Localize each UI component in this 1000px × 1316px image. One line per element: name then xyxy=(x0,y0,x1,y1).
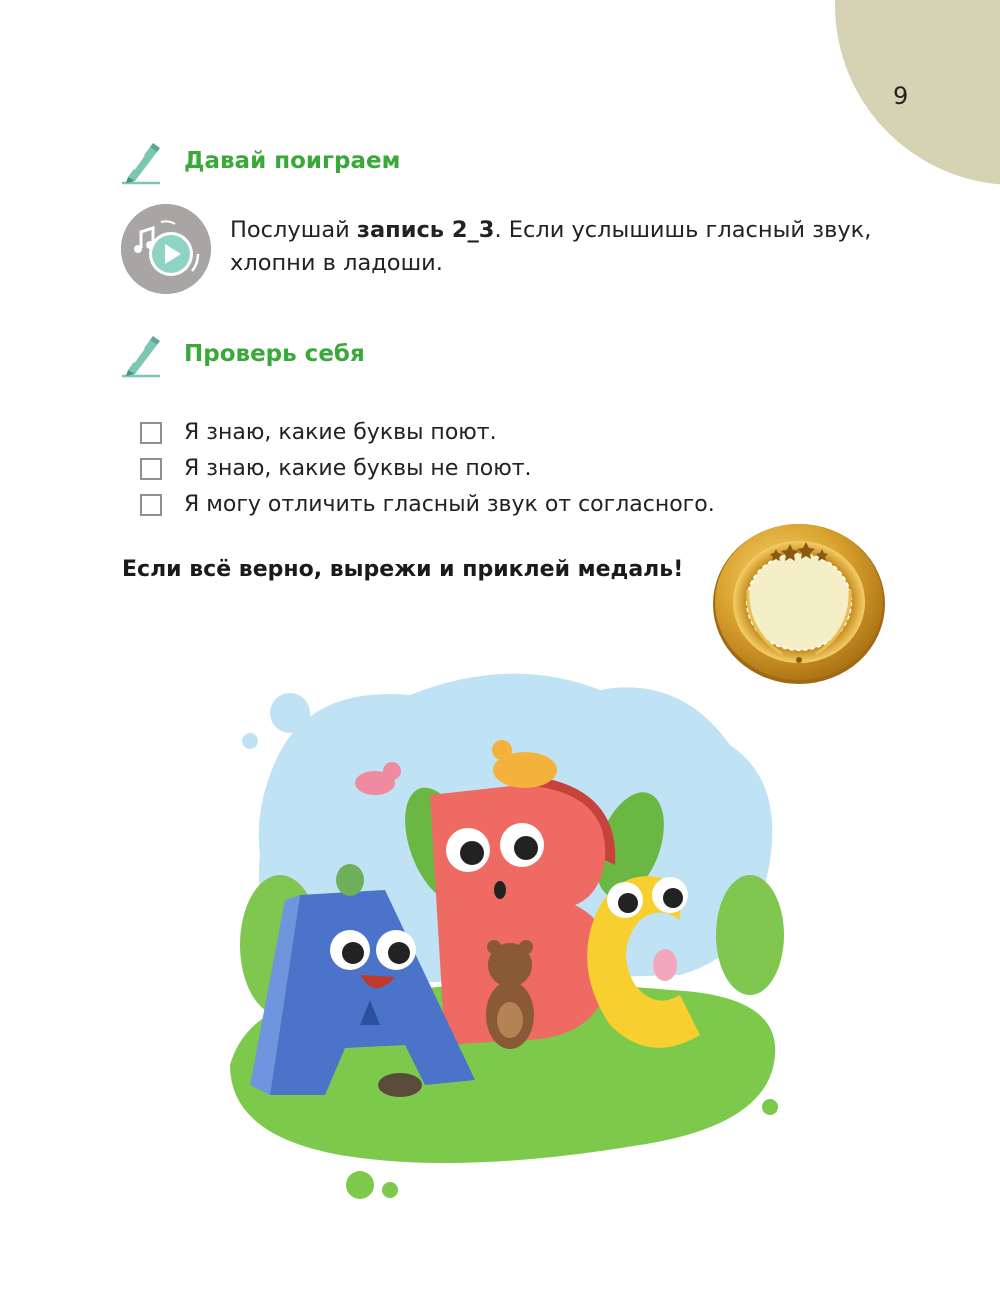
checkbox[interactable] xyxy=(140,494,162,516)
abc-letters-illustration xyxy=(210,655,810,1205)
checkbox[interactable] xyxy=(140,422,162,444)
audio-play-icon xyxy=(121,204,211,294)
instruction-text xyxy=(230,214,880,280)
pen-icon xyxy=(120,141,162,185)
pen-icon xyxy=(120,334,162,378)
check-label: Я знаю, какие буквы не поют. xyxy=(184,456,532,481)
check-label: Я могу отличить гласный звук от согласного. xyxy=(184,492,715,517)
medal-instruction: Если всё верно, вырежи и приклей медаль! xyxy=(122,557,684,582)
recording-reference: запись 2_3 xyxy=(356,217,495,243)
check-label: Я знаю, какие буквы поют. xyxy=(184,420,497,445)
checkbox[interactable] xyxy=(140,458,162,480)
instruction-part: . Если услышишь гласный звук, хлопни в ладоши. xyxy=(230,217,872,276)
section-title: Проверь себя xyxy=(184,341,365,367)
page-corner-decoration xyxy=(835,0,1000,185)
page-number: 9 xyxy=(893,82,909,110)
section-title: Давай поиграем xyxy=(184,148,401,174)
instruction-part: Послушай xyxy=(230,217,357,243)
audio-play-button[interactable] xyxy=(121,204,211,294)
